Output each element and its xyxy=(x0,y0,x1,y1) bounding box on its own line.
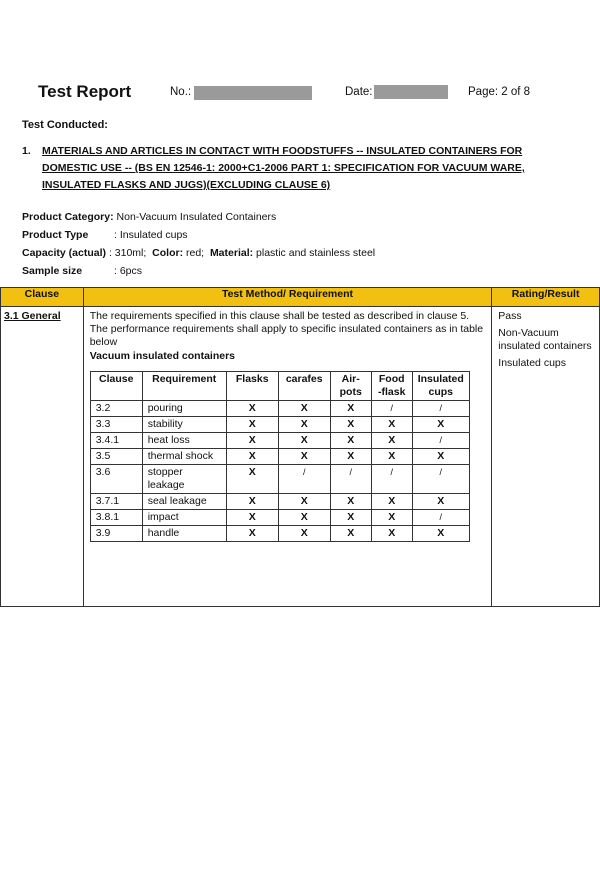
inner-header-clause: Clause xyxy=(90,372,142,401)
applicability-mark: X xyxy=(330,433,371,449)
applicability-mark: X xyxy=(371,417,412,433)
result-cell xyxy=(492,307,600,607)
sample-size-line xyxy=(22,265,142,277)
inner-requirement-cell: stability xyxy=(142,417,226,433)
requirement-description: The requirements specified in this clause shall be tested as described in clause 5. The performance requirements shall apply to specific insulated containers as in table below xyxy=(89,310,484,348)
header-clause: Clause xyxy=(1,288,84,307)
inner-header-carafes: carafes xyxy=(278,372,330,401)
applicability-mark: X xyxy=(278,433,330,449)
applicability-mark: X xyxy=(330,417,371,433)
redacted-number xyxy=(194,86,312,100)
test-method-cell xyxy=(83,307,492,607)
sample-size-label: Sample size xyxy=(22,265,83,277)
result-pass: Pass xyxy=(498,310,522,322)
inner-clause-cell: 3.6 xyxy=(90,465,142,494)
result-type: Insulated cups xyxy=(498,357,566,369)
page-number: Page: 2 of 8 xyxy=(468,86,531,98)
applicability-mark: X xyxy=(330,510,371,526)
clause-cell xyxy=(1,307,84,607)
applicability-mark: / xyxy=(278,465,330,494)
table-row xyxy=(90,510,469,526)
applicability-mark: X xyxy=(226,417,278,433)
applicability-mark: X xyxy=(278,510,330,526)
product-type-line xyxy=(22,229,188,241)
applicability-mark: X xyxy=(226,465,278,494)
report-number-label: No.: xyxy=(170,86,192,98)
applicability-mark: / xyxy=(412,433,469,449)
inner-clause-cell: 3.2 xyxy=(90,401,142,417)
inner-clause-cell: 3.4.1 xyxy=(90,433,142,449)
inner-header-row xyxy=(90,372,469,401)
inner-header-flasks: Flasks xyxy=(226,372,278,401)
applicability-mark: X xyxy=(330,449,371,465)
applicability-mark: X xyxy=(371,433,412,449)
color-label: Color: xyxy=(152,247,184,259)
inner-requirement-cell: thermal shock xyxy=(142,449,226,465)
applicability-mark: X xyxy=(226,494,278,510)
inner-clause-cell: 3.5 xyxy=(90,449,142,465)
applicability-mark: X xyxy=(226,526,278,542)
header-rating-result: Rating/Result xyxy=(492,288,600,307)
material-value: plastic and stainless steel xyxy=(256,247,376,259)
applicability-mark: / xyxy=(412,401,469,417)
applicability-mark: X xyxy=(371,526,412,542)
table-row xyxy=(90,433,469,449)
applicability-mark: X xyxy=(278,526,330,542)
inner-requirement-cell: impact xyxy=(142,510,226,526)
clause-link[interactable]: 3.1 General xyxy=(4,310,61,322)
result-category: Non-Vacuum insulated containers xyxy=(498,327,592,352)
applicability-mark: X xyxy=(371,494,412,510)
table-row xyxy=(90,494,469,510)
applicability-mark: X xyxy=(226,401,278,417)
requirement-subheading: Vacuum insulated containers xyxy=(89,350,236,362)
product-category-label: Product Category: xyxy=(22,211,114,223)
inner-header-air-pots: Air-pots xyxy=(330,372,371,401)
inner-requirement-cell: handle xyxy=(142,526,226,542)
color-value: red; xyxy=(186,247,205,259)
table-row xyxy=(90,465,469,494)
inner-clause-cell: 3.7.1 xyxy=(90,494,142,510)
applicability-table xyxy=(90,371,470,542)
capacity-value: : 310ml; xyxy=(108,247,147,259)
product-category-value: Non-Vacuum Insulated Containers xyxy=(116,211,277,223)
applicability-mark: X xyxy=(412,494,469,510)
applicability-mark: X xyxy=(412,449,469,465)
product-category-line xyxy=(22,211,276,223)
inner-requirement-cell: stopper leakage xyxy=(142,465,226,494)
applicability-mark: X xyxy=(226,510,278,526)
inner-header-requirement: Requirement xyxy=(142,372,226,401)
product-type-label: Product Type xyxy=(22,229,89,241)
applicability-mark: / xyxy=(371,401,412,417)
inner-header-insulated-cups: Insulated cups xyxy=(412,372,469,401)
section-title: MATERIALS AND ARTICLES IN CONTACT WITH FOODSTUFFS -- INSULATED CONTAINERS FOR DOMESTIC USE -- (BS EN 12546-1: 2000+C1-2006 PART 1: SPECIFICATION FOR VACUUM WARE, INSULATED FLASKS AND JUGS)(EXCLUDING CLAUSE 6) xyxy=(42,145,525,191)
capacity-label: Capacity (actual) xyxy=(22,247,107,259)
inner-requirement-cell: seal leakage xyxy=(142,494,226,510)
applicability-mark: X xyxy=(330,526,371,542)
header-test-method: Test Method/ Requirement xyxy=(83,288,492,307)
requirements-table xyxy=(0,287,600,607)
inner-clause-cell: 3.3 xyxy=(90,417,142,433)
section-number: 1. xyxy=(22,145,31,157)
product-type-value: : Insulated cups xyxy=(114,229,188,241)
capacity-line xyxy=(22,247,375,259)
redacted-date xyxy=(374,85,448,99)
inner-requirement-cell: heat loss xyxy=(142,433,226,449)
applicability-mark: X xyxy=(371,449,412,465)
applicability-mark: X xyxy=(278,401,330,417)
applicability-mark: X xyxy=(330,494,371,510)
applicability-mark: / xyxy=(371,465,412,494)
inner-clause-cell: 3.9 xyxy=(90,526,142,542)
table-row xyxy=(1,307,600,607)
report-title: Test Report xyxy=(38,82,132,101)
applicability-mark: X xyxy=(371,510,412,526)
table-row xyxy=(90,449,469,465)
applicability-mark: / xyxy=(412,510,469,526)
material-label: Material: xyxy=(209,247,254,259)
inner-requirement-cell: pouring xyxy=(142,401,226,417)
applicability-mark: X xyxy=(278,449,330,465)
table-row xyxy=(90,526,469,542)
sample-size-value: : 6pcs xyxy=(114,265,143,277)
applicability-mark: X xyxy=(278,494,330,510)
applicability-mark: X xyxy=(330,401,371,417)
inner-header-food-flask: Food -flask xyxy=(371,372,412,401)
report-date-label: Date: xyxy=(345,86,373,98)
applicability-mark: X xyxy=(226,433,278,449)
table-row xyxy=(90,417,469,433)
table-header-row xyxy=(1,288,600,307)
applicability-mark: / xyxy=(412,465,469,494)
applicability-mark: X xyxy=(412,526,469,542)
applicability-mark: / xyxy=(330,465,371,494)
inner-clause-cell: 3.8.1 xyxy=(90,510,142,526)
test-conducted-heading: Test Conducted: xyxy=(22,119,108,131)
applicability-mark: X xyxy=(412,417,469,433)
table-row xyxy=(90,401,469,417)
applicability-mark: X xyxy=(278,417,330,433)
applicability-mark: X xyxy=(226,449,278,465)
